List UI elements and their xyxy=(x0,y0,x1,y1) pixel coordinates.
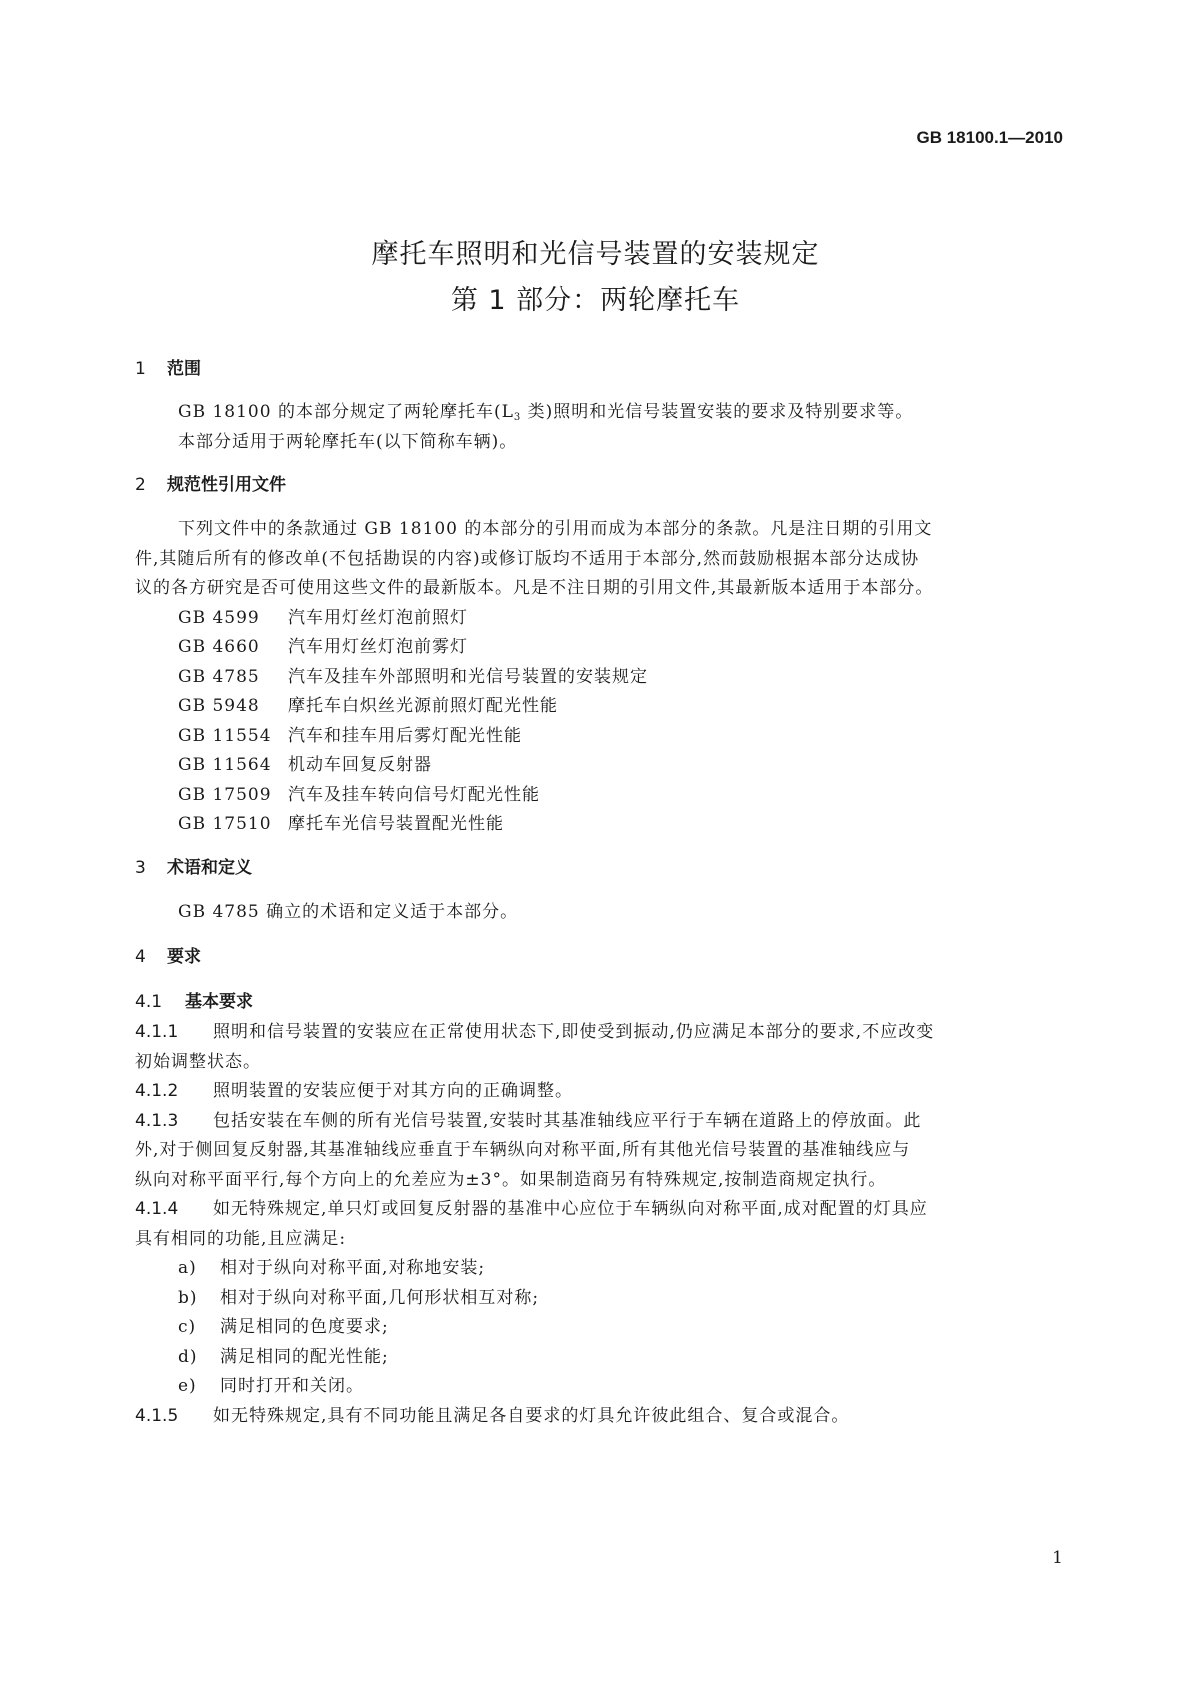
reference-code: GB 11554 xyxy=(178,726,272,746)
reference-code: GB 17510 xyxy=(178,814,272,834)
reference-title: 汽车及挂车转向信号灯配光性能 xyxy=(288,785,540,805)
list-label: d) xyxy=(178,1347,198,1367)
list-text: 同时打开和关闭。 xyxy=(220,1376,364,1396)
reference-title: 机动车回复反射器 xyxy=(288,755,432,775)
section-number: 2 xyxy=(135,475,146,495)
reference-item xyxy=(178,632,468,657)
reference-title: 摩托车光信号装置配光性能 xyxy=(288,814,504,834)
list-item xyxy=(178,1371,364,1396)
page-number: 1 xyxy=(1052,1548,1063,1568)
reference-code: GB 4599 xyxy=(178,608,260,628)
clause-4-1-4-continuation: 具有相同的功能,且应满足: xyxy=(135,1229,347,1249)
clause-4-1-2 xyxy=(135,1076,573,1101)
list-label: c) xyxy=(178,1317,197,1337)
reference-title: 汽车及挂车外部照明和光信号装置的安装规定 xyxy=(288,667,648,687)
clause-number: 4.1.5 xyxy=(135,1406,179,1426)
clause-text: 照明装置的安装应便于对其方向的正确调整。 xyxy=(213,1081,573,1101)
section-number: 1 xyxy=(135,359,146,379)
reference-code: GB 5948 xyxy=(178,696,260,716)
clause-4-1-5 xyxy=(135,1401,849,1426)
clause-number: 4.1.1 xyxy=(135,1022,179,1042)
clause-4-1-1-continuation: 初始调整状态。 xyxy=(135,1052,261,1072)
section-2-intro-line-2: 件,其随后所有的修改单(不包括勘误的内容)或修订版均不适用于本部分,然而鼓励根据本部分达成协 xyxy=(135,549,920,569)
standard-number: GB 18100.1—2010 xyxy=(916,128,1063,147)
section-title: 要求 xyxy=(167,947,201,967)
reference-item xyxy=(178,721,522,746)
section-1-heading xyxy=(135,354,201,379)
list-text: 相对于纵向对称平面,几何形状相互对称; xyxy=(220,1288,540,1308)
section-2-heading xyxy=(135,470,286,495)
clause-4-1-1 xyxy=(135,1017,934,1042)
text-run: 类)照明和光信号装置安装的要求及特别要求等。 xyxy=(521,402,914,422)
reference-title: 摩托车白炽丝光源前照灯配光性能 xyxy=(288,696,558,716)
document-subtitle: 第 1 部分：两轮摩托车 xyxy=(450,285,741,316)
section-1-paragraph-2: 本部分适用于两轮摩托车(以下简称车辆)。 xyxy=(178,432,518,452)
clause-number: 4.1.3 xyxy=(135,1111,179,1131)
clause-number: 4.1.2 xyxy=(135,1081,179,1101)
reference-item xyxy=(178,780,540,805)
reference-title: 汽车和挂车用后雾灯配光性能 xyxy=(288,726,522,746)
section-title: 规范性引用文件 xyxy=(167,475,286,495)
section-3-heading xyxy=(135,853,252,878)
clause-text: 包括安装在车侧的所有光信号装置,安装时其基准轴线应平行于车辆在道路上的停放面。此 xyxy=(213,1111,922,1131)
reference-item xyxy=(178,750,432,775)
list-item xyxy=(178,1342,389,1367)
list-item xyxy=(178,1312,389,1337)
text-run: GB 18100 的本部分规定了两轮摩托车(L xyxy=(178,402,514,422)
reference-code: GB 4660 xyxy=(178,637,260,657)
clause-4-1-3 xyxy=(135,1106,921,1131)
document-title: 摩托车照明和光信号装置的安装规定 xyxy=(371,239,820,270)
reference-title: 汽车用灯丝灯泡前雾灯 xyxy=(288,637,468,657)
clause-text: 照明和信号装置的安装应在正常使用状态下,即使受到振动,仍应满足本部分的要求,不应改变 xyxy=(213,1022,935,1042)
subsection-4-1-heading xyxy=(135,987,253,1012)
subsection-number: 4.1 xyxy=(135,992,163,1012)
section-2-intro-line-1: 下列文件中的条款通过 GB 18100 的本部分的引用而成为本部分的条款。凡是注日期的引用文 xyxy=(178,519,933,539)
list-label: b) xyxy=(178,1288,198,1308)
clause-text: 如无特殊规定,单只灯或回复反射器的基准中心应位于车辆纵向对称平面,成对配置的灯具应 xyxy=(213,1199,928,1219)
section-2-intro-line-3: 议的各方研究是否可使用这些文件的最新版本。凡是不注日期的引用文件,其最新版本适用于本部分。 xyxy=(135,578,934,598)
list-label: a) xyxy=(178,1258,197,1278)
section-4-heading xyxy=(135,942,201,967)
reference-item xyxy=(178,691,558,716)
list-text: 满足相同的色度要求; xyxy=(220,1317,389,1337)
section-number: 3 xyxy=(135,858,146,878)
reference-code: GB 11564 xyxy=(178,755,272,775)
section-title: 术语和定义 xyxy=(167,858,252,878)
subscript: 3 xyxy=(513,412,522,423)
section-1-paragraph-1 xyxy=(178,397,913,423)
list-label: e) xyxy=(178,1376,197,1396)
reference-item xyxy=(178,662,648,687)
section-number: 4 xyxy=(135,947,146,967)
section-3-paragraph: GB 4785 确立的术语和定义适于本部分。 xyxy=(178,902,519,922)
clause-4-1-4 xyxy=(135,1194,928,1219)
list-text: 相对于纵向对称平面,对称地安装; xyxy=(220,1258,486,1278)
reference-title: 汽车用灯丝灯泡前照灯 xyxy=(288,608,468,628)
list-text: 满足相同的配光性能; xyxy=(220,1347,389,1367)
reference-item xyxy=(178,603,468,628)
section-title: 范围 xyxy=(167,359,201,379)
subsection-title: 基本要求 xyxy=(185,992,253,1012)
clause-4-1-3-continuation: 纵向对称平面平行,每个方向上的允差应为±3°。如果制造商另有特殊规定,按制造商规定执行。 xyxy=(135,1170,887,1190)
clause-4-1-3-continuation: 外,对于侧回复反射器,其基准轴线应垂直于车辆纵向对称平面,所有其他光信号装置的基准轴线应与 xyxy=(135,1140,911,1160)
list-item xyxy=(178,1283,539,1308)
list-item xyxy=(178,1253,485,1278)
clause-text: 如无特殊规定,具有不同功能且满足各自要求的灯具允许彼此组合、复合或混合。 xyxy=(213,1406,850,1426)
reference-code: GB 4785 xyxy=(178,667,260,687)
clause-number: 4.1.4 xyxy=(135,1199,179,1219)
reference-item xyxy=(178,809,504,834)
reference-code: GB 17509 xyxy=(178,785,272,805)
